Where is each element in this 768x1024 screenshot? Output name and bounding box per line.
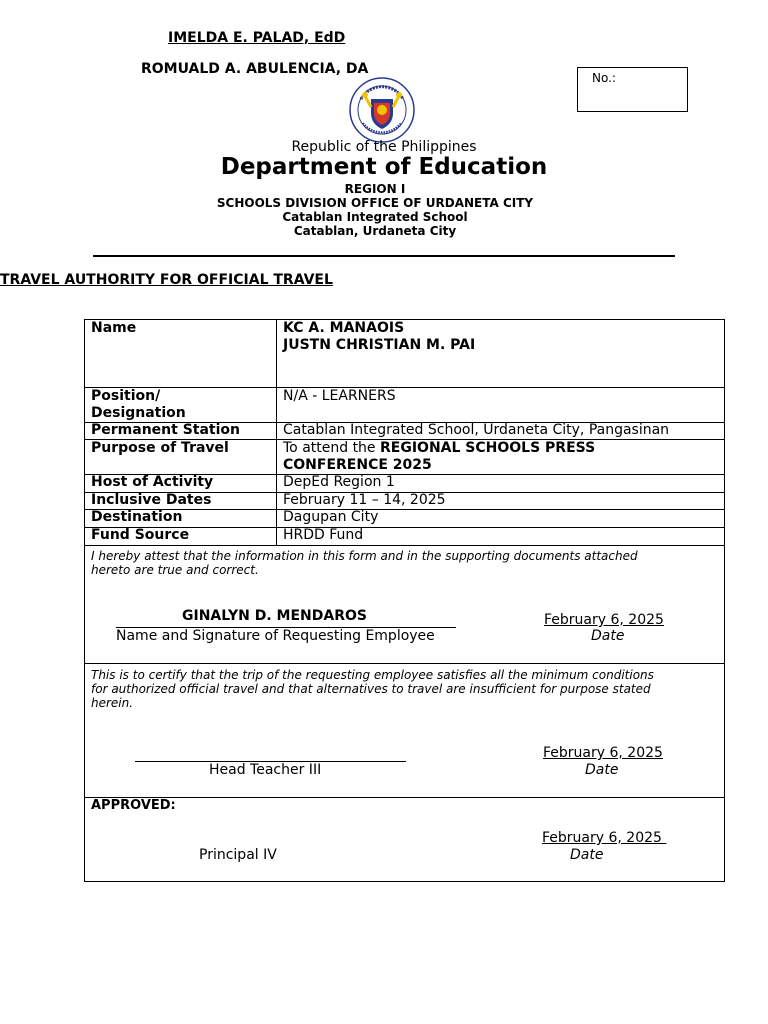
- certification-date: February 6, 2025: [543, 745, 663, 761]
- head-teacher-caption: Head Teacher III: [209, 762, 322, 778]
- attestation-date-caption: Date: [591, 628, 625, 644]
- department-heading: Department of Education: [220, 154, 548, 180]
- address-heading: Catablan, Urdaneta City: [293, 224, 457, 238]
- position-label-line1: Position/: [91, 388, 161, 404]
- attestation-text-line2: hereto are true and correct.: [91, 563, 259, 577]
- station-value[interactable]: Catablan Integrated School, Urdaneta City, Pangasinan: [283, 422, 670, 438]
- host-label: Host of Activity: [91, 474, 214, 490]
- signatory-name-1: IMELDA E. PALAD, EdD: [168, 30, 346, 46]
- dates-value[interactable]: February 11 – 14, 2025: [283, 492, 446, 508]
- name-value-2[interactable]: JUSTN CHRISTIAN M. PAI: [283, 337, 476, 353]
- school-heading: Catablan Integrated School: [282, 210, 468, 224]
- travel-authority-form: [84, 319, 725, 882]
- station-label: Permanent Station: [91, 422, 240, 438]
- attestation-text-line1: I hereby attest that the information in this form and in the supporting documents attached: [91, 549, 638, 563]
- fund-value[interactable]: HRDD Fund: [283, 527, 364, 543]
- region-heading: REGION I: [344, 182, 406, 196]
- section-divider: [85, 797, 724, 798]
- principal-caption: Principal IV: [199, 847, 277, 863]
- host-value[interactable]: DepEd Region 1: [283, 474, 395, 490]
- destination-value[interactable]: Dagupan City: [283, 509, 379, 525]
- form-title: TRAVEL AUTHORITY FOR OFFICIAL TRAVEL: [0, 272, 333, 288]
- requesting-employee-name: GINALYN D. MENDAROS: [182, 608, 367, 624]
- division-heading: SCHOOLS DIVISION OFFICE OF URDANETA CITY: [216, 196, 534, 210]
- certification-text-line2: for authorized official travel and that alternatives to travel are insufficient for purpose stated: [91, 682, 651, 696]
- document-number-label: No.:: [592, 71, 616, 85]
- name-label: Name: [91, 320, 137, 336]
- fund-label: Fund Source: [91, 527, 190, 543]
- position-value[interactable]: N/A - LEARNERS: [283, 388, 396, 404]
- header-divider: [93, 255, 675, 257]
- certification-date-caption: Date: [585, 762, 619, 778]
- purpose-prefix: To attend the: [283, 440, 380, 456]
- deped-seal-icon: [349, 77, 415, 143]
- row-divider: [85, 387, 724, 388]
- purpose-label: Purpose of Travel: [91, 440, 229, 456]
- certification-text-line3: herein.: [91, 696, 134, 710]
- purpose-value-line1[interactable]: [283, 440, 595, 457]
- requesting-employee-caption: Name and Signature of Requesting Employee: [116, 628, 435, 644]
- row-divider: [85, 545, 724, 546]
- position-label-line2: Designation: [91, 405, 186, 421]
- section-divider: [85, 663, 724, 664]
- approval-date: February 6, 2025: [542, 830, 667, 846]
- purpose-event-name: REGIONAL SCHOOLS PRESS: [380, 440, 596, 456]
- name-value-1[interactable]: KC A. MANAOIS: [283, 320, 405, 336]
- attestation-date: February 6, 2025: [544, 612, 664, 628]
- column-divider: [276, 320, 277, 545]
- document-number-box[interactable]: [577, 67, 688, 112]
- dates-label: Inclusive Dates: [91, 492, 212, 508]
- destination-label: Destination: [91, 509, 183, 525]
- signatory-name-2: ROMUALD A. ABULENCIA, DA: [141, 61, 369, 77]
- republic-heading: Republic of the Philippines: [291, 139, 477, 155]
- purpose-value-line2[interactable]: CONFERENCE 2025: [283, 457, 432, 473]
- certification-text-line1: This is to certify that the trip of the requesting employee satisfies all the minimum conditions: [91, 668, 654, 682]
- approval-date-caption: Date: [570, 847, 604, 863]
- approved-label: APPROVED:: [91, 798, 176, 813]
